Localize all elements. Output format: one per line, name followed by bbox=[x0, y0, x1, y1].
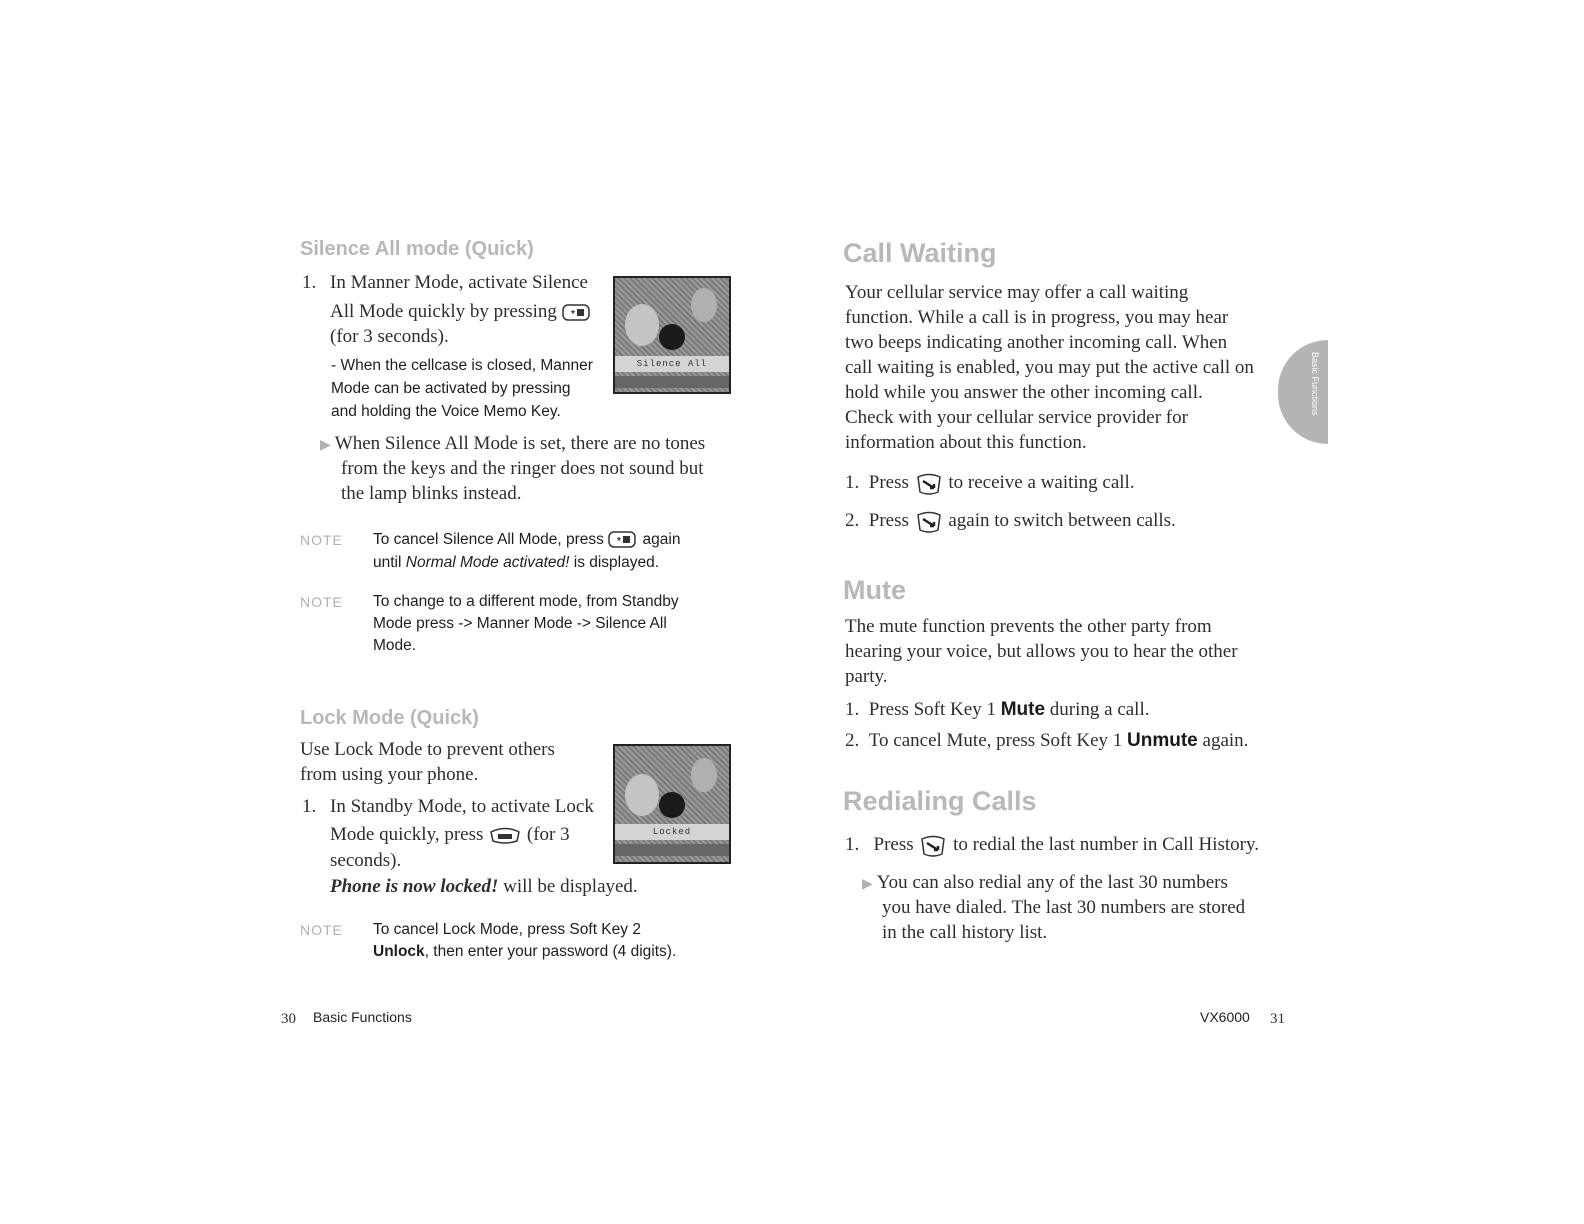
note2-line1: To change to a different mode, from Standby bbox=[373, 593, 679, 610]
lock-locked-message bbox=[330, 874, 638, 899]
cw-step2-number: 2. bbox=[845, 510, 860, 531]
redial-step1 bbox=[845, 832, 1259, 858]
lock-step1-line2 bbox=[330, 822, 570, 847]
lock-step1-line2-post: (for 3 bbox=[526, 824, 570, 845]
call-waiting-step2 bbox=[845, 508, 1176, 534]
mute-p3: party. bbox=[845, 666, 888, 687]
mute-step2-bold: Unmute bbox=[1127, 730, 1198, 751]
lock-step1-line1: In Standby Mode, to activate Lock bbox=[330, 796, 594, 817]
call-waiting-p4: call waiting is enabled, you may put the active call on bbox=[845, 357, 1254, 378]
lock-mode-screen-image bbox=[613, 744, 731, 864]
cw-step1-post: to receive a waiting call. bbox=[948, 472, 1135, 493]
note1-line2-italic: Normal Mode activated! bbox=[405, 554, 570, 571]
call-waiting-heading: Call Waiting bbox=[843, 238, 997, 268]
cw-step1-pre: Press bbox=[868, 472, 909, 493]
call-waiting-p7: information about this function. bbox=[845, 432, 1087, 453]
left-page-number: 30 bbox=[281, 1011, 296, 1027]
redial-bullet-line2: you have dialed. The last 30 numbers are stored bbox=[882, 897, 1246, 918]
silence-bullet-line1 bbox=[320, 431, 705, 458]
mute-step1-number: 1. bbox=[845, 699, 860, 720]
redial-bullet-line1 bbox=[862, 870, 1228, 897]
lock-intro-line1: Use Lock Mode to prevent others bbox=[300, 739, 555, 760]
mute-step2-number: 2. bbox=[845, 730, 860, 751]
silence-step1-line1: In Manner Mode, activate Silence bbox=[330, 272, 588, 293]
silence-sub-line1: - When the cellcase is closed, Manner bbox=[331, 357, 593, 374]
call-waiting-p2: function. While a call is in progress, you may hear bbox=[845, 307, 1229, 328]
redial-bullet-text1: You can also redial any of the last 30 numbers bbox=[876, 872, 1228, 893]
star-key-icon bbox=[608, 530, 638, 550]
note1-line1-text: To cancel Silence All Mode, press bbox=[373, 531, 604, 548]
note-label-2: NOTE bbox=[300, 594, 343, 610]
lock-key-icon bbox=[488, 826, 522, 846]
mute-step1-pre: Press Soft Key 1 bbox=[868, 699, 1001, 720]
svg-text:*: * bbox=[617, 535, 622, 547]
call-waiting-p1: Your cellular service may offer a call waiting bbox=[845, 282, 1189, 303]
send-key-icon bbox=[918, 834, 948, 858]
lock-locked-italic: Phone is now locked! bbox=[330, 876, 499, 897]
lock-mode-screen-banner: Locked bbox=[615, 824, 729, 840]
note-label-3: NOTE bbox=[300, 922, 343, 938]
mute-heading: Mute bbox=[843, 575, 906, 605]
redial-step1-post: to redial the last number in Call History. bbox=[953, 834, 1259, 855]
silence-step1-line3: (for 3 seconds). bbox=[330, 326, 449, 347]
mute-p2: hearing your voice, but allows you to hear the other bbox=[845, 641, 1238, 662]
right-page-number: 31 bbox=[1270, 1011, 1285, 1027]
mute-step1 bbox=[845, 697, 1150, 722]
lock-note-line2 bbox=[373, 940, 676, 963]
lock-step1-line2-pre: Mode quickly, press bbox=[330, 824, 484, 845]
note1-line2-pre: until bbox=[373, 554, 406, 571]
silence-step1-line2-text: All Mode quickly by pressing bbox=[330, 301, 557, 322]
call-waiting-p6: Check with your cellular service provider for bbox=[845, 407, 1188, 428]
redial-bullet-line3: in the call history list. bbox=[882, 922, 1048, 943]
send-key-icon bbox=[914, 510, 944, 534]
cw-step1-number: 1. bbox=[845, 472, 860, 493]
call-waiting-step1 bbox=[845, 470, 1135, 496]
silence-step1-line2 bbox=[330, 299, 592, 324]
mute-step1-post: during a call. bbox=[1045, 699, 1150, 720]
svg-text:*: * bbox=[570, 308, 575, 320]
lock-intro-line2: from using your phone. bbox=[300, 764, 479, 785]
redialing-heading: Redialing Calls bbox=[843, 786, 1037, 816]
cw-step2-pre: Press bbox=[868, 510, 909, 531]
right-footer-model: VX6000 bbox=[1200, 1009, 1250, 1025]
mute-step2 bbox=[845, 728, 1248, 753]
mute-step1-bold: Mute bbox=[1000, 699, 1046, 720]
lock-note-bold: Unlock bbox=[373, 943, 425, 960]
mute-p1: The mute function prevents the other party from bbox=[845, 616, 1212, 637]
note1-line1-post: again bbox=[642, 531, 681, 548]
silence-bullet-line3: the lamp blinks instead. bbox=[341, 483, 522, 504]
silence-all-heading: Silence All mode (Quick) bbox=[300, 238, 534, 260]
lock-locked-post: will be displayed. bbox=[498, 876, 638, 897]
note-label-1: NOTE bbox=[300, 532, 343, 548]
lock-mode-heading: Lock Mode (Quick) bbox=[300, 707, 479, 729]
silence-all-screen-banner: Silence All bbox=[615, 356, 729, 372]
send-key-icon bbox=[914, 472, 944, 496]
note1-line2-post: is displayed. bbox=[569, 554, 660, 571]
silence-sub-line2: Mode can be activated by pressing bbox=[331, 380, 571, 397]
redial-step1-pre: Press bbox=[873, 834, 914, 855]
bullet-arrow-icon: ▶ bbox=[862, 877, 873, 892]
lock-step1-line3: seconds). bbox=[330, 850, 402, 871]
note1-line2 bbox=[373, 551, 659, 574]
call-waiting-p5: hold while you answer the other incoming call. bbox=[845, 382, 1203, 403]
silence-all-screen-image bbox=[613, 276, 731, 394]
lock-note-post: , then enter your password (4 digits). bbox=[424, 943, 677, 960]
lock-step1-number: 1. bbox=[302, 796, 317, 817]
mute-step2-pre: To cancel Mute, press Soft Key 1 bbox=[868, 730, 1128, 751]
note2-line2: Mode press -> Manner Mode -> Silence All bbox=[373, 615, 667, 632]
silence-bullet-line2: from the keys and the ringer does not sound but bbox=[341, 458, 704, 479]
silence-bullet-text1: When Silence All Mode is set, there are no tones bbox=[334, 433, 706, 454]
cw-step2-post: again to switch between calls. bbox=[948, 510, 1176, 531]
bullet-arrow-icon: ▶ bbox=[320, 438, 331, 453]
note1-line1 bbox=[373, 528, 680, 551]
silence-step1-number: 1. bbox=[302, 272, 317, 293]
silence-sub-line3: and holding the Voice Memo Key. bbox=[331, 403, 561, 420]
mute-step2-post: again. bbox=[1197, 730, 1249, 751]
note2-line3: Mode. bbox=[373, 637, 417, 654]
call-waiting-p3: two beeps indicating another incoming call. When bbox=[845, 332, 1228, 353]
left-footer-section: Basic Functions bbox=[313, 1009, 412, 1025]
star-key-icon bbox=[562, 303, 592, 323]
lock-note-line1: To cancel Lock Mode, press Soft Key 2 bbox=[373, 921, 641, 938]
redial-step1-number: 1. bbox=[845, 834, 860, 855]
section-tab-label: Basic Functions bbox=[1310, 352, 1320, 416]
